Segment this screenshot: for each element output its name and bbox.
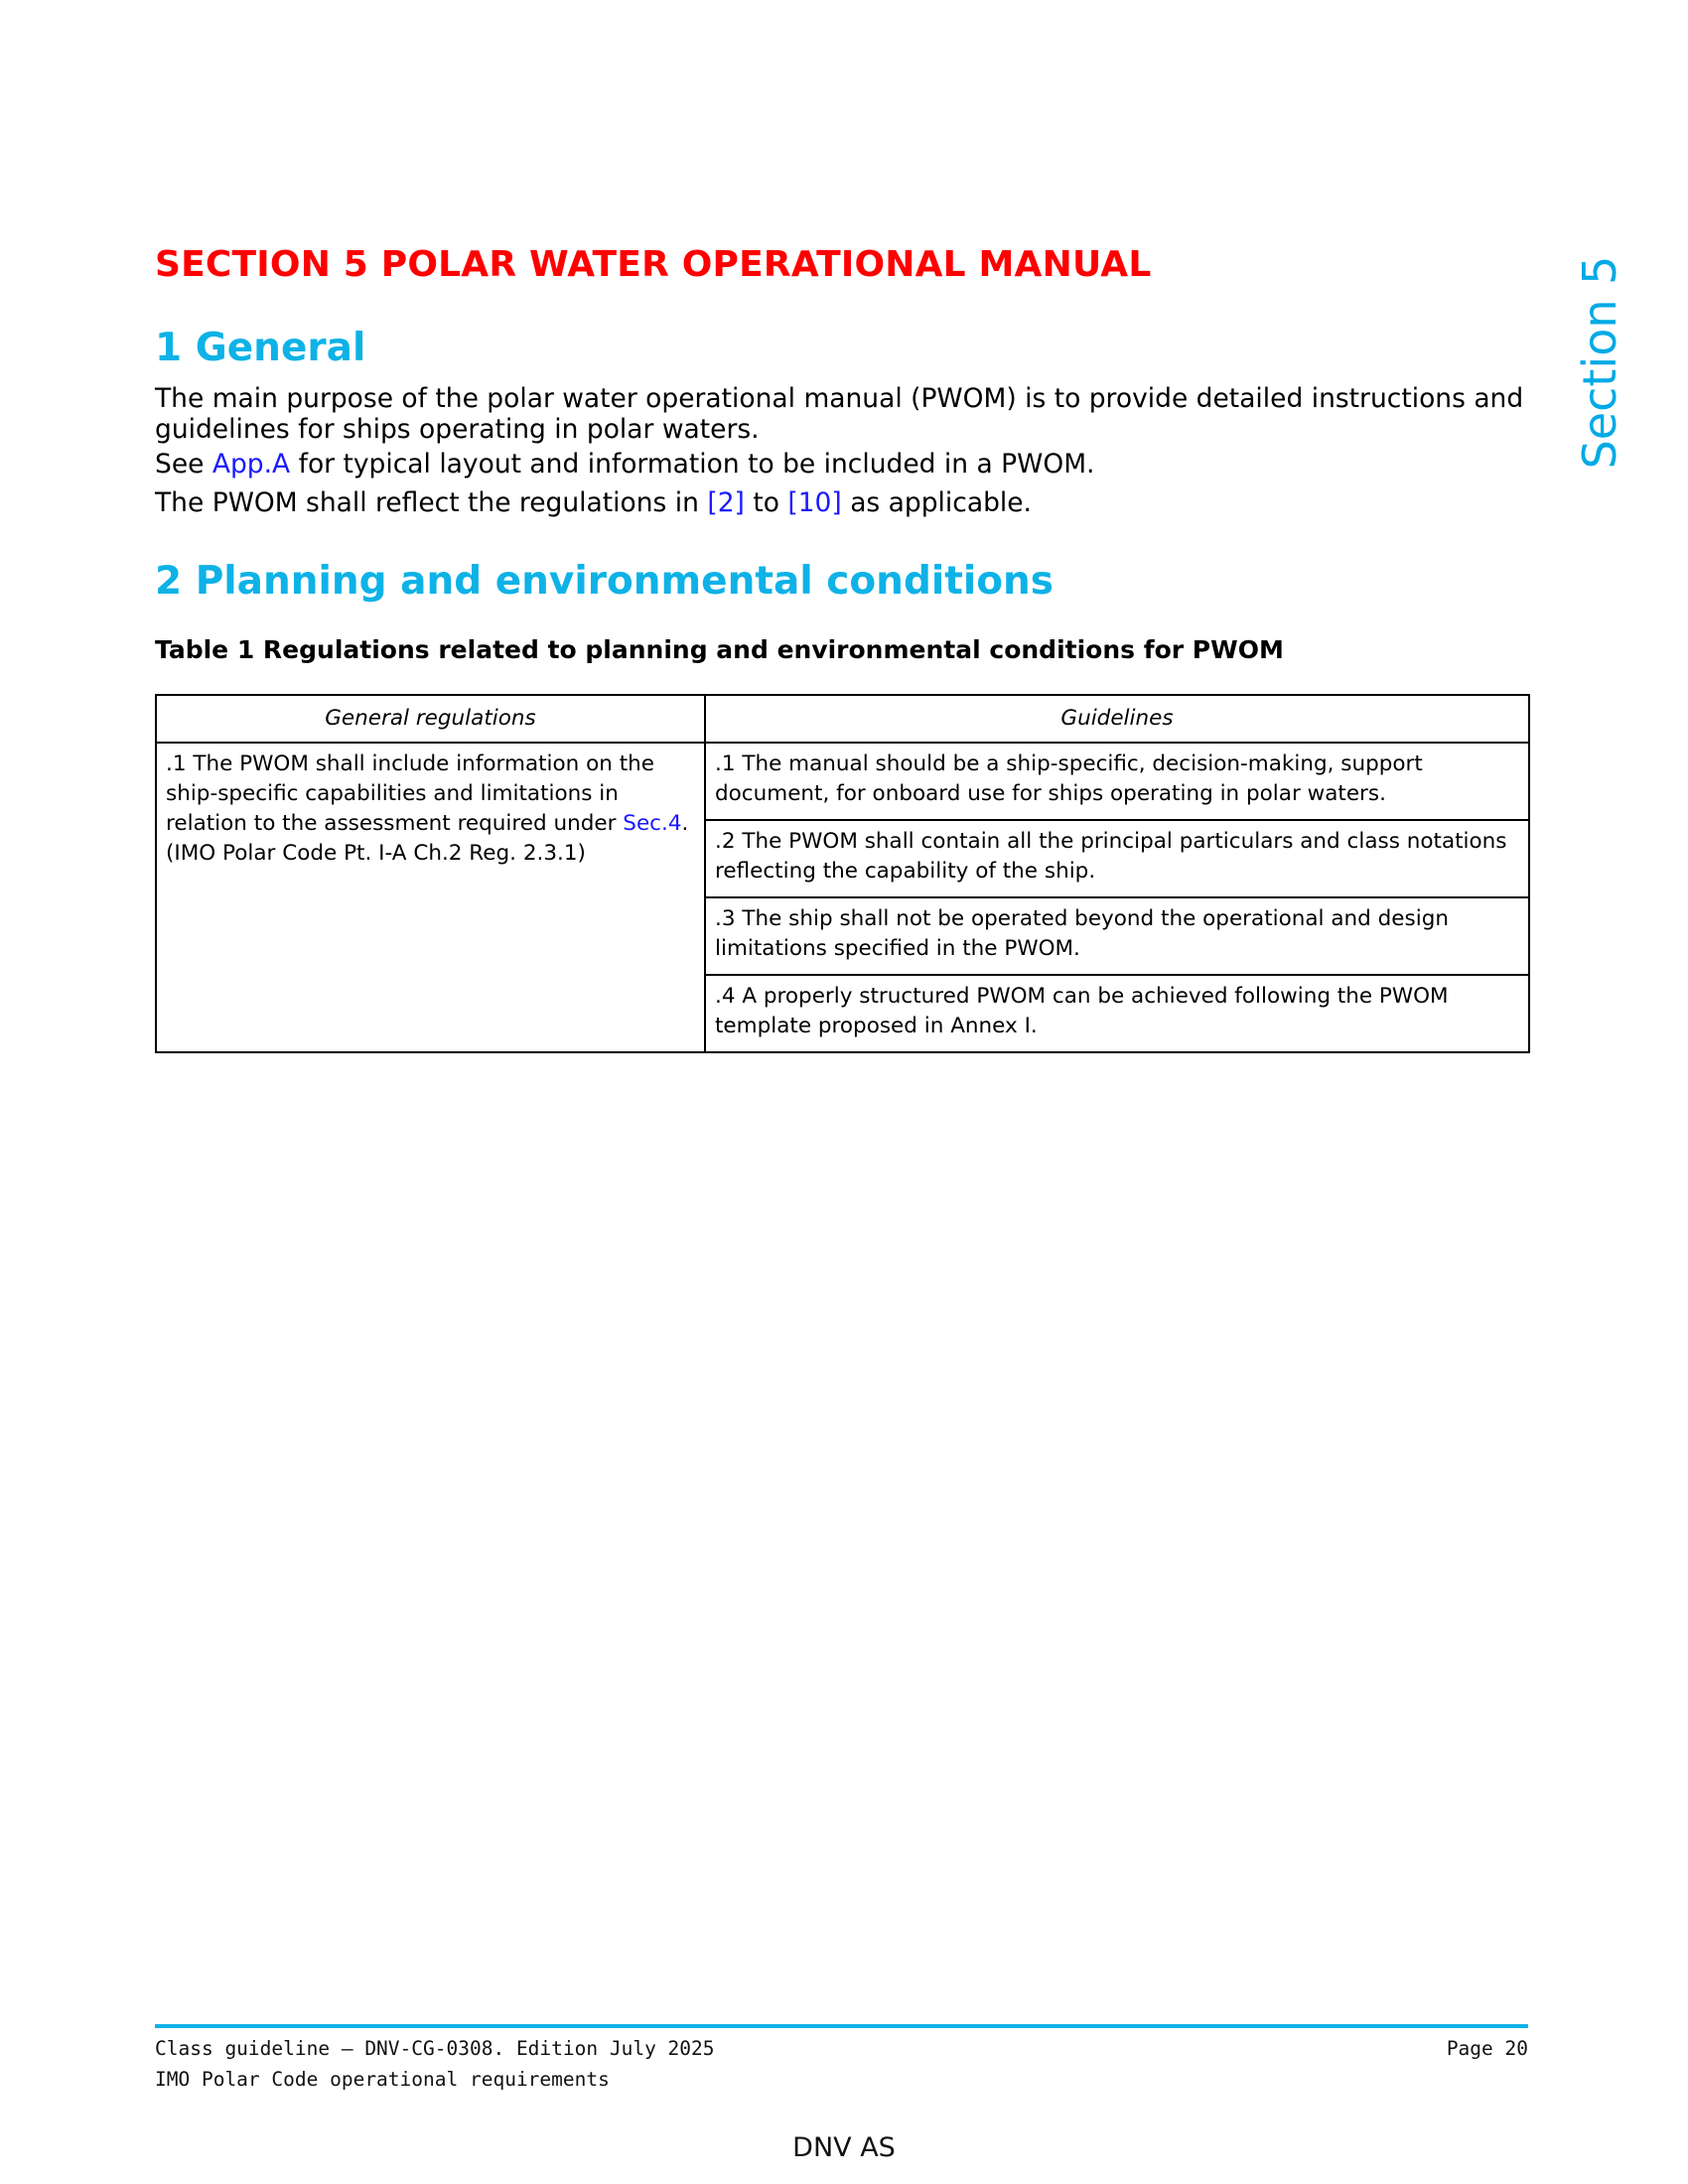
section-side-tab [1555,255,1644,470]
column-header-general-regulations: General regulations [156,695,705,743]
footer-document-subtitle: IMO Polar Code operational requirements [155,2068,610,2091]
text: for typical layout and information to be included in a PWOM. [290,449,1095,479]
section-title: SECTION 5 POLAR WATER OPERATIONAL MANUAL [155,244,1152,285]
general-paragraph-2 [155,449,1525,479]
text: as applicable. [841,487,1032,518]
guideline-cell: .4 A properly structured PWOM can be achieved following the PWOM template proposed in Annex I. [705,975,1529,1052]
column-header-guidelines: Guidelines [705,695,1529,743]
regulation-reference: (IMO Polar Code Pt. I-A Ch.2 Reg. 2.3.1) [166,841,586,866]
general-paragraph-1: The main purpose of the polar water operational manual (PWOM) is to provide detailed instructions and guidelines for ships operating in polar waters. [155,383,1524,445]
reference-2-link[interactable]: [2] [707,487,745,518]
table-row [156,743,1529,820]
table-caption: Table 1 Regulations related to planning and environmental conditions for PWOM [155,635,1284,664]
table-header-row [156,695,1529,743]
footer-document-title: Class guideline — DNV-CG-0308. Edition July 2025 [155,2037,715,2060]
text: to [744,487,788,518]
guideline-cell: .2 The PWOM shall contain all the principal particulars and class notations reflecting the capability of the ship. [705,820,1529,897]
footer-divider [155,2024,1528,2028]
regulation-text: .1 The PWOM shall include information on the ship-specific capabilities and limitations in relation to the assessment required under [166,751,655,836]
regulation-cell [156,743,705,1052]
footer-page-number: Page 20 [1446,2037,1528,2060]
regulation-text-end: . [681,811,689,836]
app-a-link[interactable]: App.A [211,449,291,479]
footer-company: DNV AS [792,2132,896,2163]
guideline-cell: .3 The ship shall not be operated beyond the operational and design limitations specified in the PWOM. [705,897,1529,975]
sec-4-link[interactable]: Sec.4 [623,811,682,836]
footer-document-info [155,2033,715,2095]
text: See [155,449,212,479]
regulations-table [155,694,1530,1053]
section-side-tab-label: Section 5 [1573,255,1626,470]
general-paragraph-3 [155,487,1525,518]
heading-planning: 2 Planning and environmental conditions [155,559,1055,604]
heading-general: 1 General [155,326,366,370]
guideline-cell: .1 The manual should be a ship-specific, decision-making, support document, for onboard use for ships operating in polar waters. [705,743,1529,820]
text: The PWOM shall reflect the regulations in [155,487,708,518]
reference-10-link[interactable]: [10] [787,487,842,518]
